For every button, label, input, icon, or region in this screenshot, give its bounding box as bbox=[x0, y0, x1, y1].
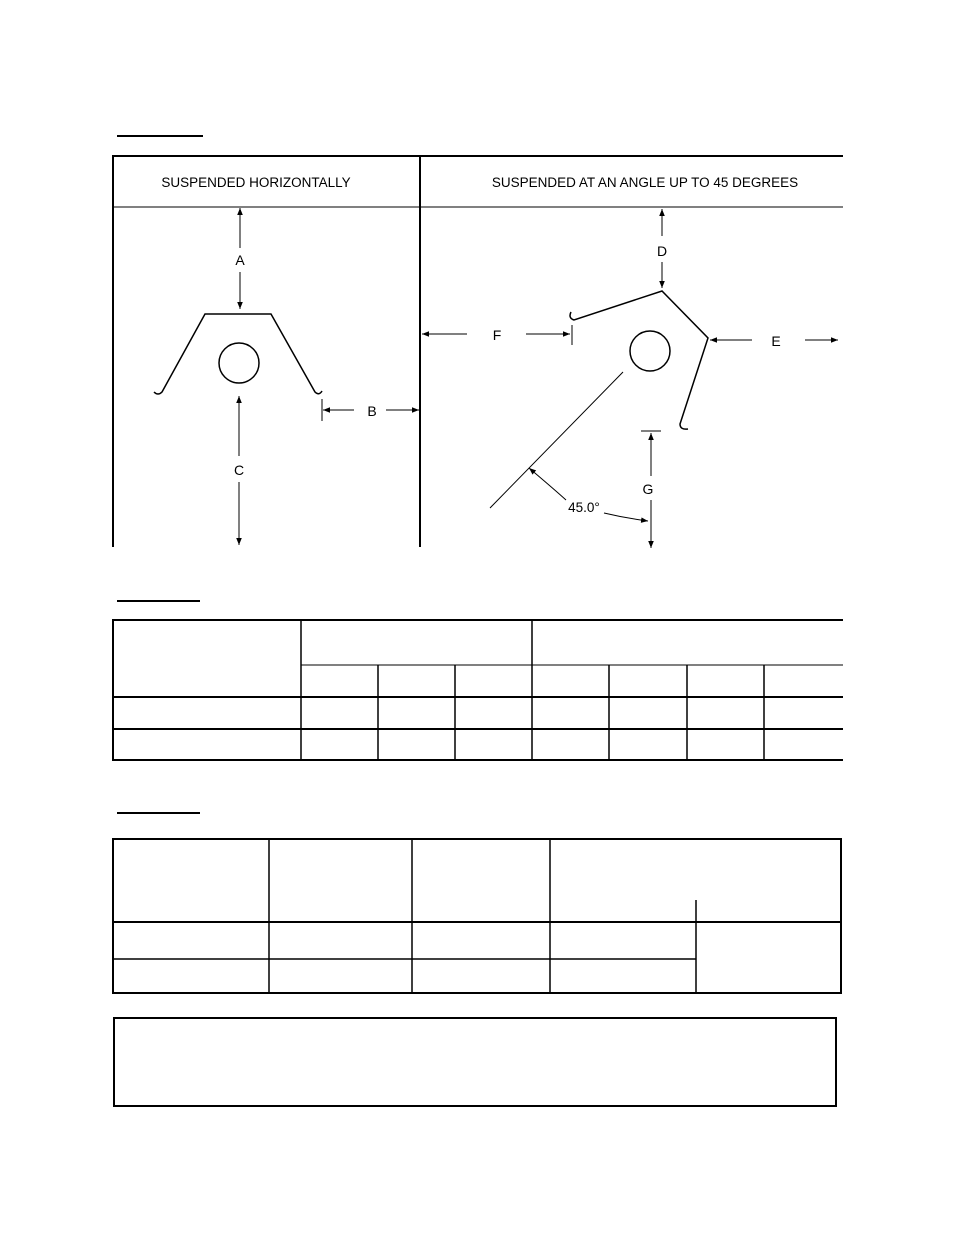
angle-reference-line bbox=[490, 372, 623, 508]
heater-horizontal bbox=[154, 314, 322, 394]
dimension-b-label: B bbox=[367, 403, 377, 419]
table-1-heading-underline bbox=[117, 600, 200, 602]
dimension-a-label: A bbox=[235, 252, 245, 268]
angle-label: 45.0° bbox=[568, 500, 600, 515]
dimension-f-label: F bbox=[492, 327, 502, 343]
angle-arc bbox=[529, 468, 566, 500]
header-suspended-horizontally: SUSPENDED HORIZONTALLY bbox=[161, 175, 351, 190]
heater-angled bbox=[570, 291, 708, 429]
dimension-d-label: D bbox=[656, 243, 668, 259]
dimension-g-label: G bbox=[642, 481, 654, 497]
table-2-grid bbox=[0, 830, 954, 1000]
element-circle-angled bbox=[630, 331, 670, 371]
clearance-diagram bbox=[0, 0, 954, 560]
header-suspended-angled: SUSPENDED AT AN ANGLE UP TO 45 DEGREES bbox=[491, 175, 799, 190]
angle-arc-end bbox=[604, 513, 648, 521]
note-box bbox=[113, 1017, 837, 1107]
dimension-e-label: E bbox=[771, 333, 781, 349]
dimension-c-label: C bbox=[233, 462, 245, 478]
table-1-grid bbox=[0, 610, 954, 770]
diagram-frame bbox=[112, 156, 843, 547]
table-2-heading-underline bbox=[117, 812, 200, 814]
element-circle-horizontal bbox=[219, 343, 259, 383]
